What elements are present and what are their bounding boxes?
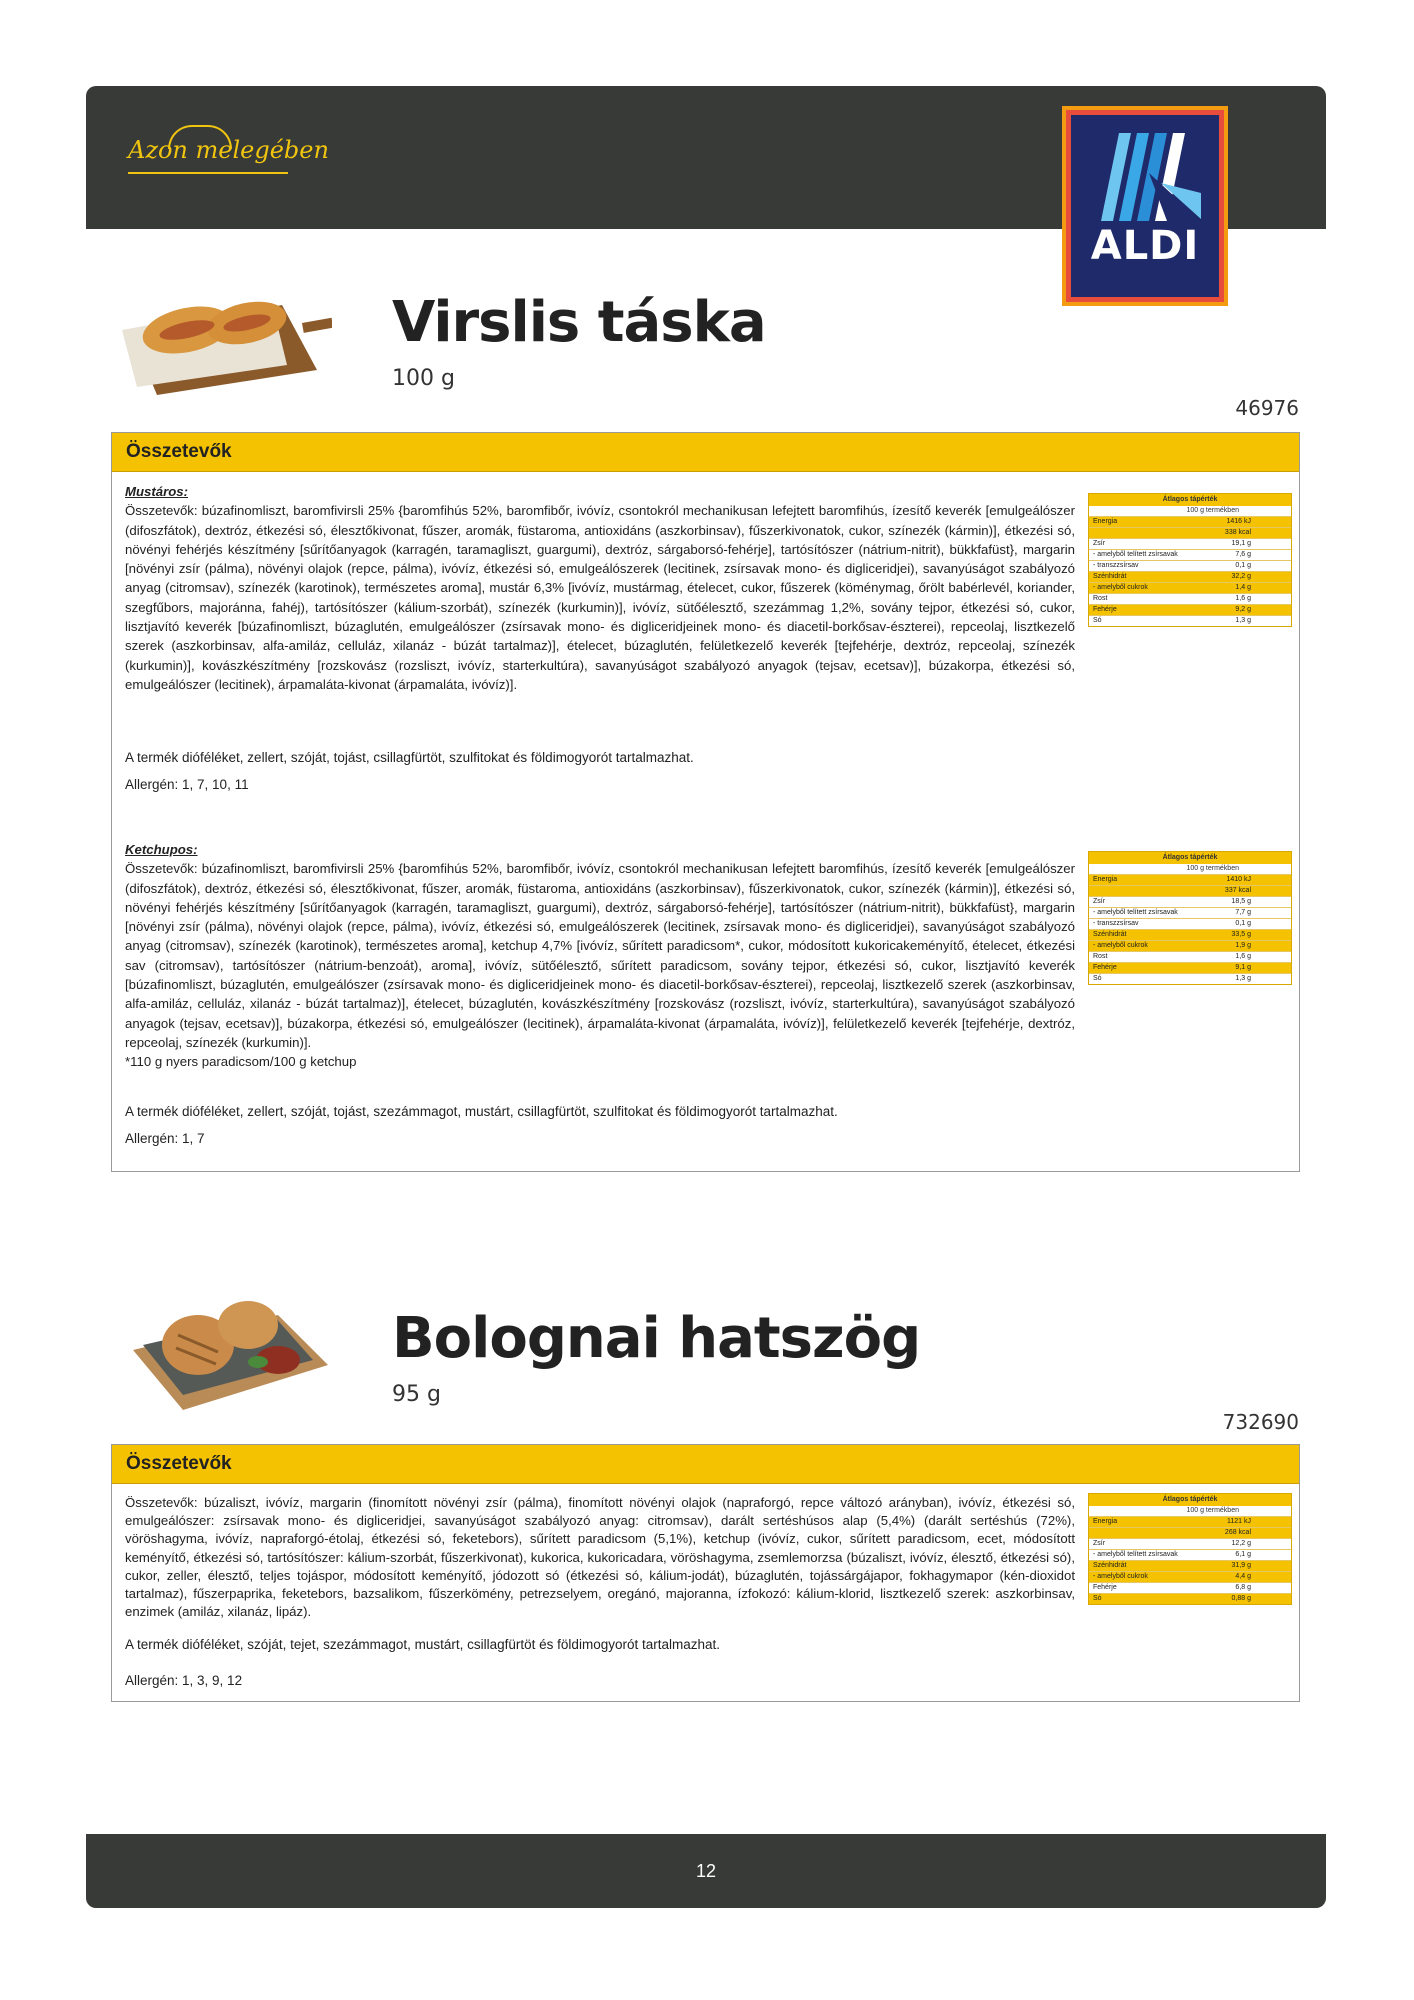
ingredients-text-bolognai [125,1494,1075,1621]
nutrition-column-header: 100 g termékben [1186,507,1239,514]
nutrition-title: Átlagos tápérték [1089,1494,1291,1506]
ingredients-paragraph: Összetevők: búzaliszt, ivóvíz, margarin (finomított növényi zsír (pálma), finomított növényi olajok (napraforgó, repce változó arányban), ivóvíz, étkezési só, emulgeálószer: zsírsavak mono- és digliceridjei, savanyúságot szabályozó anyag: citromsav), darált sertéshúsos alap (5,4%) (darált sertéshús (72%), vöröshagyma, ivóvíz, napraforgó-étolaj, étkezési só, feketebors), sűrített paradicsom (5,1%), ketchup (ivóvíz, cukor, sűrített paradicsom, ecet, módosított keményítő, étkezési só, tartósítószer: kálium-szorbát, fűszerkivonat), kukorica, kukoricadara, vöröshagyma, zsemlemorzsa (búzaliszt, ivóvíz, élesztő, étkezési só), cukor, zeller, élesztő, teljes tojáspor, módosított keményítő, jódozott só (étkezési só, kálium-jodát), búzaglutén, tojássárgájapor, fokhagymapor (kén-dioxidot tartalmaz), fűszerpaprika, feketebors, bazsalikom, fűszerkömény, petrezselyem, oregánó, majoranna, ízfokozó: kálium-klorid, lisztkezelő szerek: aszkorbinsav, enzimek (amiláz, xilanáz, lipáz). [125,1495,1075,1620]
bolognai-hatszog-photo [128,1290,328,1420]
trace-notice: A termék dióféléket, szóját, tejet, szezámmagot, mustárt, csillagfürtöt és földimogyorót tartalmazhat. [125,1637,721,1652]
product-title: Bolognai hatszög [392,1306,921,1371]
page-number: 12 [695,1861,717,1881]
nutrition-title: Átlagos tápérték [1089,494,1291,506]
product-code: 46976 [1235,396,1299,420]
allergen-info: Allergén: 1, 7, 10, 11 [125,777,249,792]
allergen-info: Allergén: 1, 3, 9, 12 [125,1673,243,1688]
section-header: Összetevők [112,433,1299,472]
footnote: *110 g nyers paradicsom/100 g ketchup [125,1054,357,1070]
trace-notice: A termék dióféléket, zellert, szóját, tojást, csillagfürtöt, szulfitokat és földimogyorót tartalmazhat. [125,750,694,765]
nutrition-title: Átlagos tápérték [1089,852,1291,864]
variant-name: Mustáros: [125,484,189,499]
product-weight: 100 g [392,366,455,391]
ingredients-text-ketchupos [125,840,1075,1072]
nutrition-table: Átlagos tápérték 100 g termékben Energia 1410 kJ 337 kcal Zsír 18,5 g - amelyből telített zsírsavak 7,7 g - transzzsírsav 0,1 g Szénhidrát 33,5 g - amelyből cukrok 1,9 g Rost 1,6 g Fehérje 9,1 g Só 1,3 g [1088,851,1292,985]
product-weight: 95 g [392,1382,441,1407]
nutrition-column-header: 100 g termékben [1186,1507,1239,1514]
trace-notice: A termék dióféléket, zellert, szóját, tojást, szezámmagot, mustárt, csillagfürtöt, szulfitokat és földimogyorót tartalmazhat. [125,1104,838,1119]
allergen-info: Allergén: 1, 7 [125,1131,205,1146]
ingredients-paragraph: Összetevők: búzafinomliszt, baromfivirsli 25% {baromfihús 52%, baromfibőr, ivóvíz, csontokról mechanikusan lefejtett baromfihús, ízesítő keverék [emulgeálószer (difoszfátok), dextróz, étkezési só, élesztőkivonat, fűszer, aromák, füstaroma, antioxidáns (aszkorbinsav), fűszerkivonatok, cukor, színezék (kármin)], étkezési só, növényi fehérjés készítmény [sűrítőanyagok (karragén, taramagliszt, guargumi), dextróz, sárgaborsó-fehérje], tartósítószer (nátrium-nitrit), bükkfafüst}, margarin [növényi zsír (pálma), növényi olajok (repce, pálma), ivóvíz, étkezési só, emulgeálószerek (lecitinek, zsírsavak mono- és digliceridjei), savanyúságot szabályozó anyag (citromsav), színezék (karotinok), természetes aroma], ketchup 4,7% [ivóvíz, sűrített paradicsom*, cukor, módosított kukoricakeményítő, ételecet, étkezési sav (citromsav), tartósítószer (nátrium-benzoát), aroma], ivóvíz, sütőélesztő, sűrített paradicsom, sovány tejpor, étkezési só, cukor, lisztjavító keverék [búzafinomliszt, búzaglutén, emulgeálószer (zsírsavak mono- és digliceridjeinek mono- és diacetil-borkősav-észterei), repceolaj, lisztkezelő szerek (aszkorbinsav, alfa-amiláz, celluláz, xilanáz - búzát tartalmaz)], ételecet, búzaglutén, kovászkészítmény [rozskovász (rozsliszt, ivóvíz, starterkultúra), savanyúságot szabályozó anyagok (tejsav, ecetsav)], búzakorpa, étkezési só, emulgeálószer (lecitinek), árpamaláta-kivonat (árpamaláta, ivóvíz)], felületkezelő keverék [tejfehérje, dextróz, repceolaj, színezék (kurkumin)]. [125,861,1075,1050]
variant-name: Ketchupos: [125,842,198,857]
footer-bar [86,1834,1326,1908]
product-code: 732690 [1222,1410,1299,1434]
aldi-logo [1062,106,1228,306]
ingredients-paragraph: Összetevők: búzafinomliszt, baromfivirsli 25% {baromfihús 52%, baromfibőr, ivóvíz, csontokról mechanikusan lefejtett baromfihús, ízesítő keverék [emulgeálószer (difoszfátok), dextróz, étkezési só, élesztőkivonat, fűszer, aromák, füstaroma, antioxidáns (aszkorbinsav), fűszerkivonatok, cukor, színezék (kármin)], étkezési só, növényi fehérjés készítmény [sűrítőanyagok (karragén, taramagliszt, guargumi), dextróz, sárgaborsó-fehérje], tartósítószer (nátrium-nitrit), bükkfafüst}, margarin [növényi zsír (pálma), növényi olajok (repce, pálma), ivóvíz, étkezési só, emulgeálószerek (lecitinek, zsírsavak mono- és digliceridjei), savanyúságot szabályozó anyag (citromsav), színezék (karotinok), természetes aroma], mustár 6,3% [ivóvíz, mustármag, ételecet, cukor, fűszerek (köménymag, őrölt babérlevél, koriander, szegfűbors, majoránna, fahéj), tartósítószer (kálium-szorbát), színezék (kurkumin)], ivóvíz, sütőélesztő, szezámmag 1,2%, sovány tejpor, étkezési só, cukor, lisztjavító keverék [búzafinomliszt, búzaglutén, emulgeálószer (zsírsavak mono- és digliceridjeinek mono- és diacetil-borkősav-észterei), repceolaj, lisztkezelő szerek (aszkorbinsav, alfa-amiláz, celluláz, xilanáz - búzát tartalmaz)], ételecet, búzaglutén, felületkezelő keverék [tejfehérje, dextróz, repceolaj, színezék (kurkumin)], kovászkészítmény [rozskovász (rozsliszt, ivóvíz, starterkultúra), savanyúságot szabályozó anyagok (tejsav, ecetsav)], búzakorpa, étkezési só, emulgeálószer (lecitinek), árpamaláta-kivonat (árpamaláta, ivóvíz)]. [125,503,1075,692]
brand-underline [128,172,288,174]
nutrition-column-header: 100 g termékben [1186,865,1239,872]
ingredients-text-mustaros [125,482,1075,694]
nutrition-table: Átlagos tápérték 100 g termékben Energia 1121 kJ 268 kcal Zsír 12,2 g - amelyből telített zsírsavak 6,1 g Szénhidrát 31,9 g - amelyből cukrok 4,4 g Fehérje 6,8 g Só 0,88 g [1088,1493,1292,1605]
section-header: Összetevők [112,1445,1299,1484]
nutrition-table: Átlagos tápérték 100 g termékben Energia 1416 kJ 338 kcal Zsír 19,1 g - amelyből telített zsírsavak 7,6 g - transzzsírsav 0,1 g Szénhidrát 32,2 g - amelyből cukrok 1,4 g Rost 1,6 g Fehérje 9,2 g Só 1,3 g [1088,493,1292,627]
aldi-stripes-icon [1101,133,1201,221]
virslis-taska-photo [112,275,332,405]
brand-logo-text: Azon melegében [128,136,329,164]
product-title: Virslis táska [392,290,766,355]
aldi-logo-text: ALDI [1090,223,1200,269]
